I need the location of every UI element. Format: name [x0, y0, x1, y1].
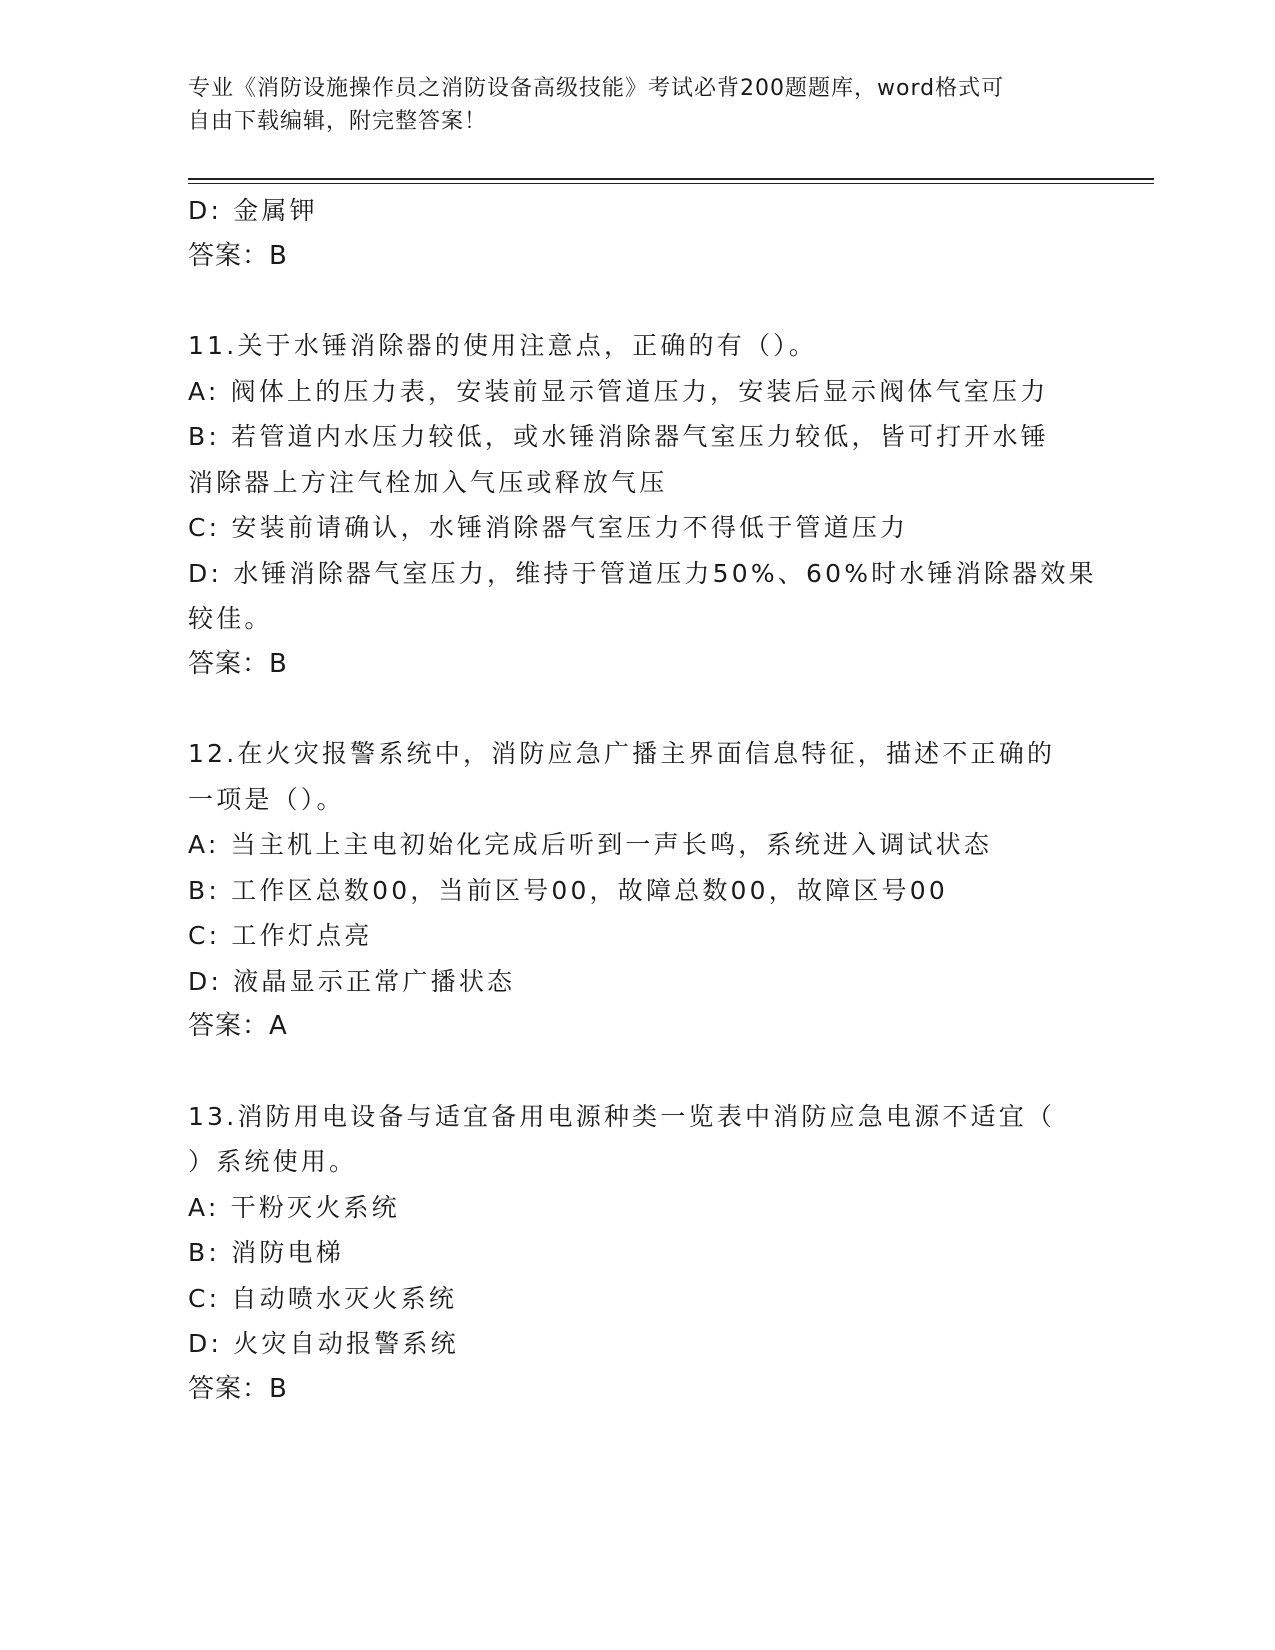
question-stem: 12.在火灾报警系统中，消防应急广播主界面信息特征，描述不正确的	[188, 739, 1056, 768]
option-d-continued: 较佳。	[188, 604, 273, 633]
header-divider-thin	[188, 183, 1154, 184]
option-d: D: 液晶显示正常广播状态	[188, 966, 516, 996]
option-b: B: 消防电梯	[188, 1238, 344, 1267]
question-stem-continued: 一项是（）。	[188, 784, 345, 814]
spacer	[188, 1050, 1088, 1094]
option-d: D: 金属钾	[188, 196, 318, 225]
question-block-11	[188, 323, 1097, 687]
question-stem: 11.关于水锤消除器的使用注意点，正确的有（）。	[188, 331, 818, 360]
answer-line: 答案：B	[188, 240, 288, 271]
option-b: B: 若管道内水压力较低，或水锤消除器气室压力较低，皆可打开水锤	[188, 422, 1049, 451]
header-title-line-1: 专业《消防设施操作员之消防设备高级技能》考试必背200题题库，word格式可	[188, 76, 1005, 101]
option-d: D: 水锤消除器气室压力，维持于管道压力50%、60%时水锤消除器效果	[188, 558, 1097, 588]
question-stem-continued: ）系统使用。	[188, 1147, 358, 1176]
answer-line: 答案：A	[188, 1011, 288, 1041]
question-block-10	[188, 188, 1088, 279]
spacer	[188, 279, 1088, 323]
option-a: A: 阀体上的压力表，安装前显示管道压力，安装后显示阀体气室压力	[188, 376, 1049, 406]
answer-line: 答案：B	[188, 1373, 288, 1404]
option-c: C: 工作灯点亮	[188, 921, 373, 950]
option-b: B: 工作区总数00，当前区号00，故障总数00，故障区号00	[188, 875, 948, 905]
option-a: A: 干粉灭火系统	[188, 1192, 400, 1222]
option-d: D: 火灾自动报警系统	[188, 1329, 459, 1358]
question-stem: 13.消防用电设备与适宜备用电源种类一览表中消防应急电源不适宜（	[188, 1101, 1056, 1131]
header-title-line-2: 自由下载编辑，附完整答案！	[188, 109, 488, 134]
option-c: C: 自动喷水灭火系统	[188, 1283, 458, 1313]
question-list	[188, 188, 1097, 1412]
header-divider-thick	[188, 178, 1154, 180]
question-block-13	[188, 1094, 1088, 1413]
option-c: C: 安装前请确认，水锤消除器气室压力不得低于管道压力	[188, 513, 909, 542]
spacer	[188, 687, 1088, 731]
question-block-12	[188, 731, 1088, 1050]
answer-line: 答案：B	[188, 648, 288, 679]
option-b-continued: 消除器上方注气栓加入气压或释放气压	[188, 467, 668, 497]
option-a: A: 当主机上主电初始化完成后听到一声长鸣，系统进入调试状态	[188, 830, 993, 859]
document-header	[188, 72, 1068, 138]
